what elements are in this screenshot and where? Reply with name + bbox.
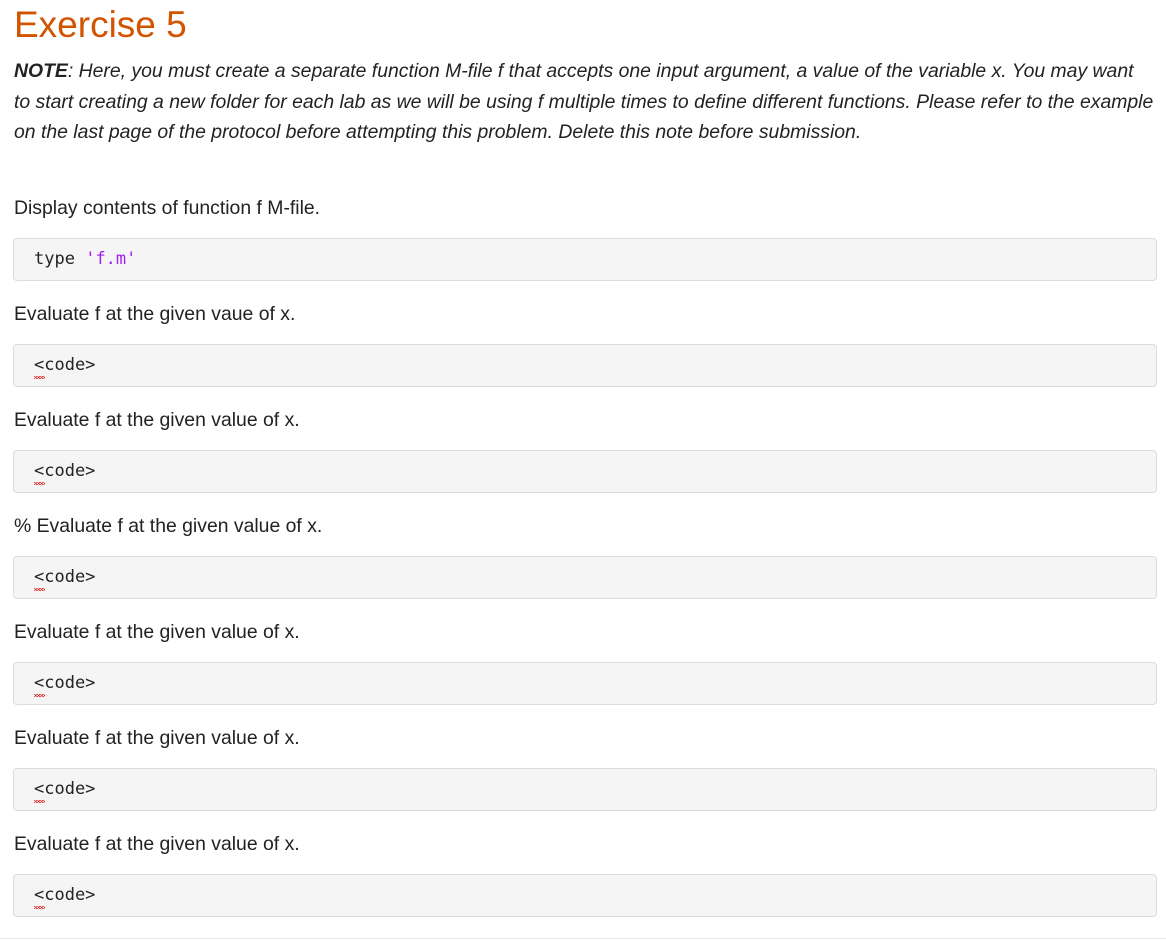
section-text-evaluate-2: Evaluate f at the given value of x. [14,409,300,431]
note-label: NOTE [14,60,68,82]
code-keyword: type [34,249,75,269]
code-cell-evaluate-6[interactable] [13,874,1157,917]
note-text: : Here, you must create a separate function M-file f that accepts one input argument, a value of the variable x. You may want to start creating a new folder for each lab as we will be using f multiple times to define different functions. Please refer to the example on the last page of the protocol before attempting this problem. Delete this note before submission. [14,60,1154,144]
code-cell-evaluate-4[interactable] [13,662,1157,705]
code-placeholder: <code> [34,875,95,916]
code-placeholder: <code> [34,769,95,810]
code-placeholder: <code> [34,557,95,598]
code-placeholder: <code> [34,345,95,386]
code-cell-evaluate-1[interactable] [13,344,1157,387]
note-paragraph [14,56,1154,148]
code-placeholder: <code> [34,663,95,704]
code-placeholder: <code> [34,451,95,492]
code-string-literal: 'f.m' [85,249,137,269]
code-cell-evaluate-5[interactable] [13,768,1157,811]
section-text-evaluate-6: Evaluate f at the given value of x. [14,833,300,855]
section-text-evaluate-3: % Evaluate f at the given value of x. [14,515,323,537]
section-text-evaluate-1: Evaluate f at the given vaue of x. [14,303,296,325]
section-text-evaluate-5: Evaluate f at the given value of x. [14,727,300,749]
code-cell-evaluate-3[interactable] [13,556,1157,599]
bottom-divider [0,938,1166,939]
section-text-evaluate-4: Evaluate f at the given value of x. [14,621,300,643]
section-text-display: Display contents of function f M-file. [14,197,321,219]
exercise-title: Exercise 5 [14,4,187,45]
code-cell-evaluate-2[interactable] [13,450,1157,493]
code-cell-display[interactable] [13,238,1157,281]
